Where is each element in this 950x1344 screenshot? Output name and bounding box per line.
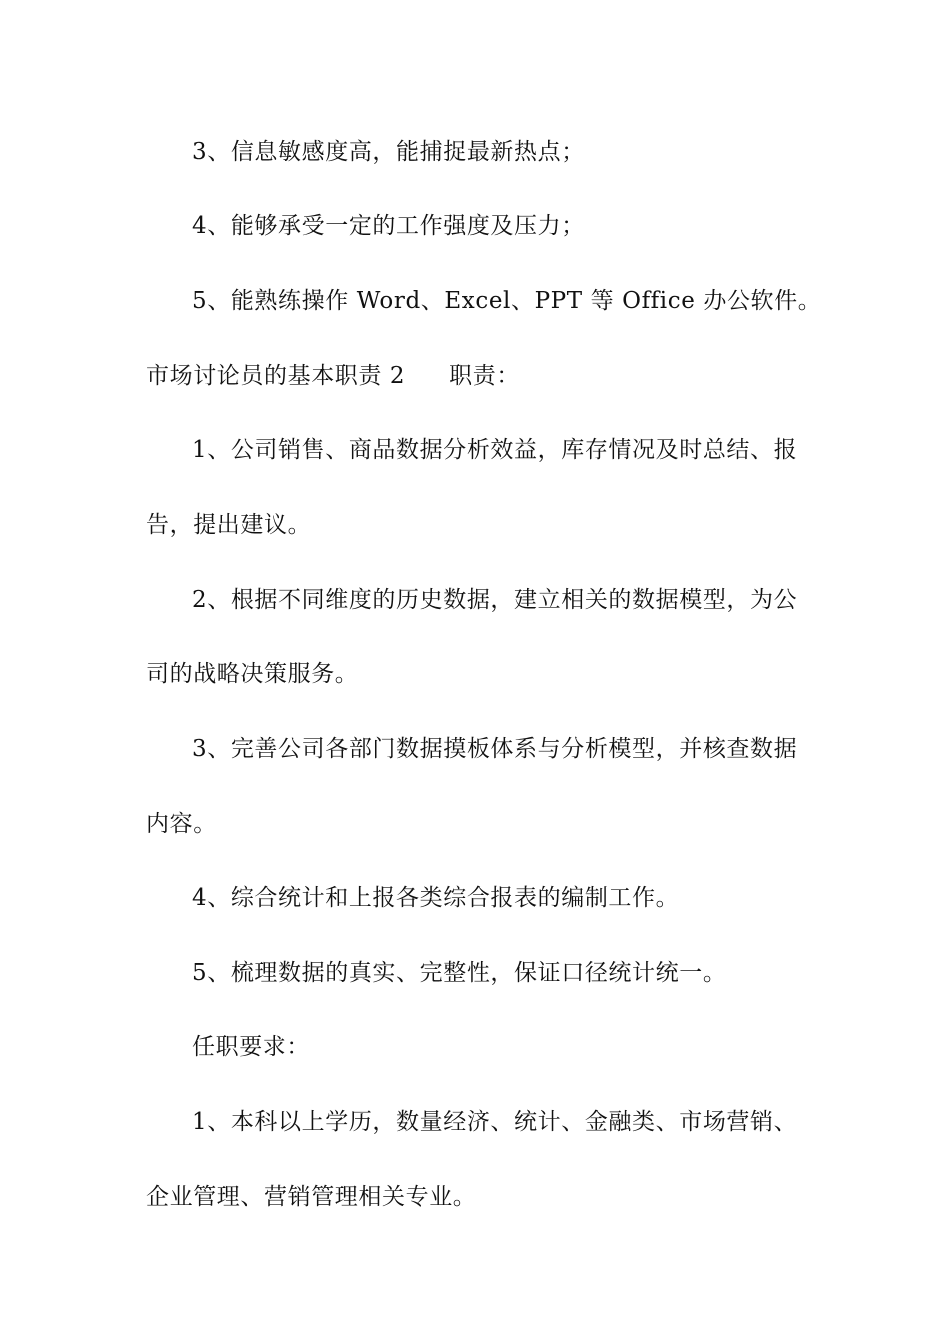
section-heading-title: 市场讨论员的基本职责 2 [146,363,406,389]
paragraph-line: 告，提出建议。 [146,512,312,538]
paragraph-line: 5、能熟练操作 Word、Excel、PPT 等 Office 办公软件。 [192,288,822,314]
paragraph-line: 4、能够承受一定的工作强度及压力； [192,213,585,239]
paragraph-line: 企业管理、营销管理相关专业。 [146,1184,477,1210]
paragraph-line: 任职要求： [192,1034,310,1060]
paragraph-line: 1、公司销售、商品数据分析效益，库存情况及时总结、报 [192,437,798,463]
paragraph-line: 内容。 [146,811,217,837]
section-heading [146,361,826,391]
paragraph-line: 5、梳理数据的真实、完整性，保证口径统计统一。 [192,960,727,986]
paragraph-line: 1、本科以上学历，数量经济、统计、金融类、市场营销、 [192,1109,798,1135]
paragraph-line: 2、根据不同维度的历史数据，建立相关的数据模型，为公 [192,587,798,613]
section-heading-label: 职责： [449,363,520,389]
paragraph-line: 司的战略决策服务。 [146,661,359,687]
paragraph-line: 3、信息敏感度高，能捕捉最新热点； [192,139,585,165]
paragraph-line: 3、完善公司各部门数据摸板体系与分析模型，并核查数据 [192,736,798,762]
paragraph-line: 4、综合统计和上报各类综合报表的编制工作。 [192,885,680,911]
